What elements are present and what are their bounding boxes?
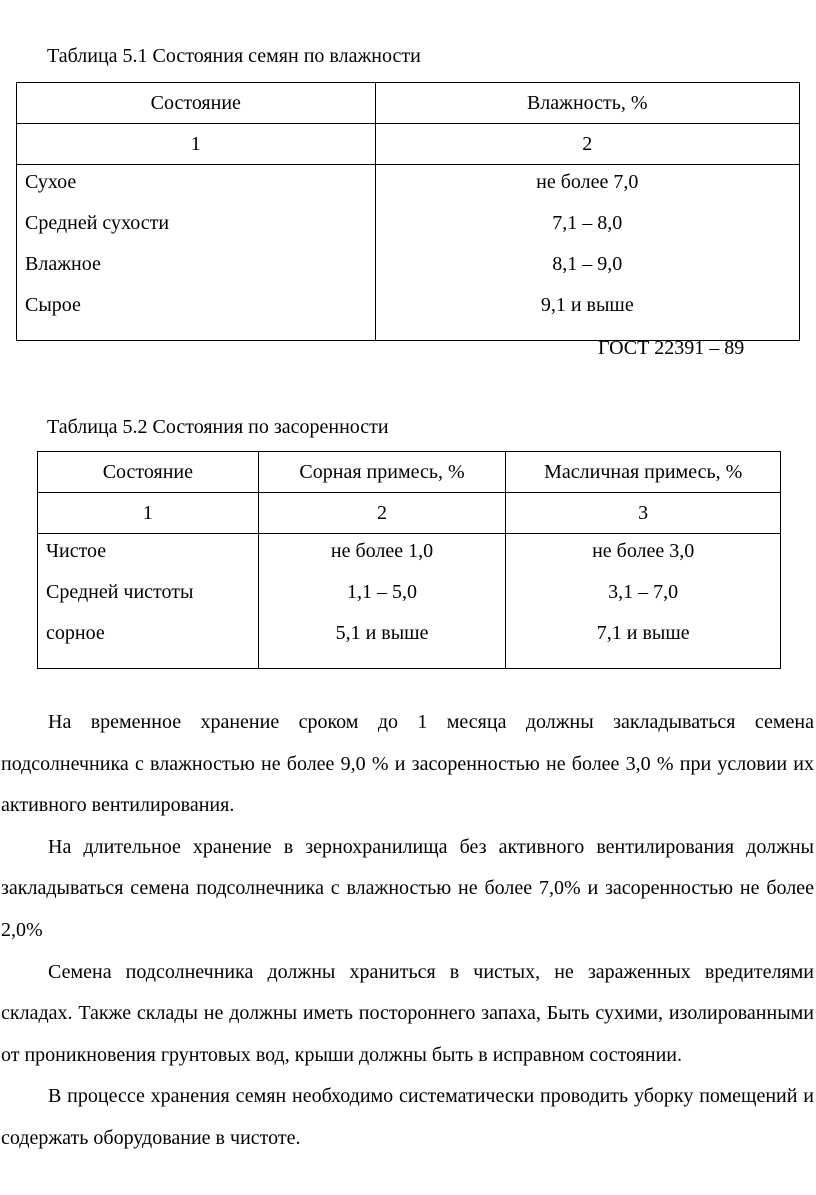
table1-humidity-value: 8,1 – 9,0 [552, 253, 623, 275]
table2-header-state: Состояние [38, 452, 259, 493]
table1-header-humidity: Влажность, % [375, 83, 799, 124]
table1-state: Влажное [25, 253, 101, 275]
table1-data-row [17, 165, 800, 341]
table1-states-cell [17, 165, 376, 341]
paragraph: На длительное хранение в зернохранилища без активного вентилирования должны закладываться семена подсолнечника с влажностью не более 7,0% и засоренностью не более 2,0% [1, 835, 814, 941]
table2-oil-cell [506, 534, 781, 669]
table1-col-number: 2 [375, 124, 799, 165]
table2-col-number: 2 [258, 493, 506, 534]
table1-state: Средней сухости [25, 212, 170, 234]
table1-number-row [17, 124, 800, 165]
table2-header-weed: Сорная примесь, % [258, 452, 506, 493]
table1 [16, 82, 800, 341]
table2-header-row [38, 452, 781, 493]
table1-state: Сырое [25, 294, 81, 316]
table2-state: Средней чистоты [46, 581, 194, 603]
table1-humidity-value: 7,1 – 8,0 [552, 212, 623, 234]
table1-col-number: 1 [17, 124, 376, 165]
table2-header-oil: Масличная примесь, % [506, 452, 781, 493]
paragraph: Семена подсолнечника должны храниться в чистых, не зараженных вредителями складах. Также склады не должны иметь постороннего запаха, Быть сухими, изолированными от проникновения грунтовых вод, крыши должны быть в исправном состоянии. [1, 960, 814, 1066]
table1-header-row [17, 83, 800, 124]
table2-oil-value: 3,1 – 7,0 [608, 581, 679, 603]
paragraph: На временное хранение сроком до 1 месяца должны закладываться семена подсолнечника с влажностью не более 9,0 % и засоренностью не более 3,0 % при условии их активного вентилирования. [1, 711, 814, 817]
paragraph: В процессе хранения семян необходимо систематически проводить уборку помещений и содержать оборудование в чистоте. [1, 1085, 814, 1149]
table2-oil-value: не более 3,0 [592, 540, 695, 562]
table2-oil-value: 7,1 и выше [596, 622, 690, 644]
table2-weed-value: 1,1 – 5,0 [347, 581, 418, 603]
table2-caption: Таблица 5.2 Состояния по засоренности [47, 416, 389, 438]
table1-source: ГОСТ 22391 – 89 [598, 337, 745, 359]
table2-states-cell [38, 534, 259, 669]
table1-caption: Таблица 5.1 Состояния семян по влажности [47, 45, 421, 67]
table1-humidity-cell [375, 165, 799, 341]
table2-weed-cell [258, 534, 506, 669]
table2-data-row [38, 534, 781, 669]
table1-state: Сухое [25, 171, 77, 193]
table2-col-number: 1 [38, 493, 259, 534]
body-text [1, 702, 814, 1160]
table2-state: Чистое [46, 540, 107, 562]
table2 [37, 451, 781, 669]
table2-col-number: 3 [506, 493, 781, 534]
table2-number-row [38, 493, 781, 534]
table1-header-state: Состояние [17, 83, 376, 124]
table2-weed-value: не более 1,0 [330, 540, 434, 562]
table1-humidity-value: 9,1 и выше [540, 294, 634, 316]
table2-weed-value: 5,1 и выше [335, 622, 429, 644]
table1-humidity-value: не более 7,0 [536, 171, 639, 193]
table2-state: сорное [46, 622, 105, 644]
